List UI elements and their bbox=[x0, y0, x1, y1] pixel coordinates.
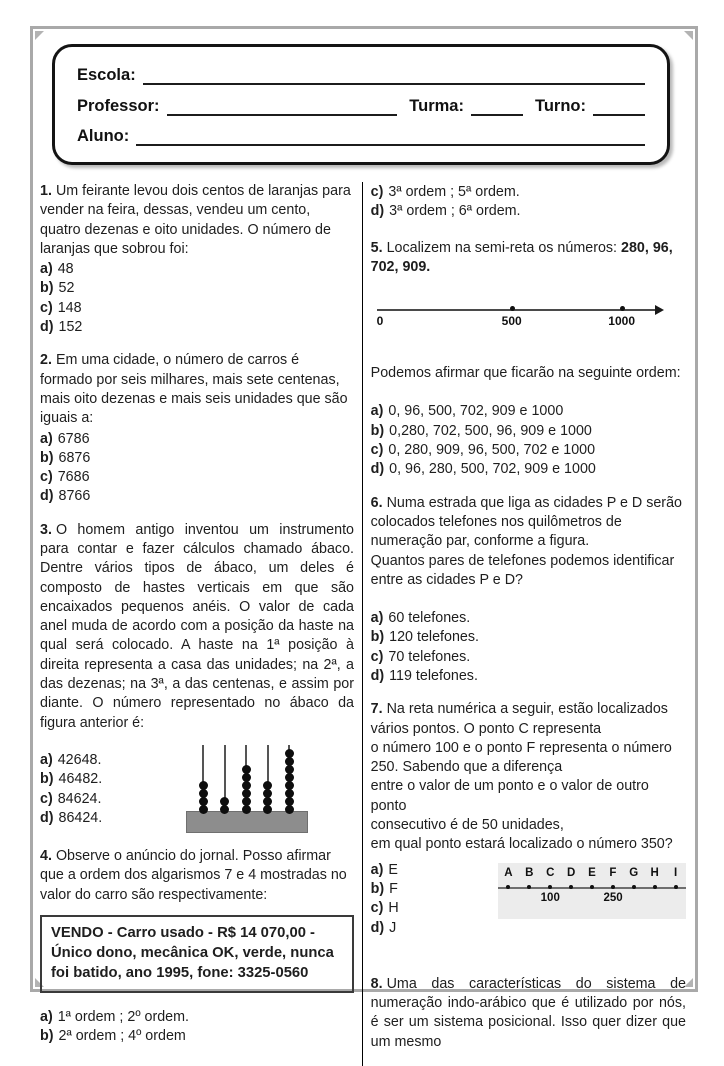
abacus-bead bbox=[242, 789, 251, 798]
numberline-label-500: 500 bbox=[501, 314, 522, 329]
question-number: 2. bbox=[40, 352, 52, 369]
point-letter: I bbox=[673, 866, 678, 879]
numberline-label-1000: 1000 bbox=[608, 314, 636, 329]
question-number: 5. bbox=[370, 239, 383, 256]
aluno-label: Aluno: bbox=[77, 126, 130, 145]
abacus-bead bbox=[285, 781, 294, 790]
answer-option: b) 120 telefones. bbox=[370, 629, 479, 646]
student-info-box bbox=[52, 44, 670, 165]
question-4-answers-cd bbox=[371, 183, 686, 222]
answer-option: c) 70 telefones. bbox=[370, 648, 471, 665]
question-1-options bbox=[40, 260, 354, 337]
column-divider bbox=[362, 182, 363, 1066]
answer-option: d) 119 telefones. bbox=[370, 667, 478, 684]
abacus-bead bbox=[220, 805, 229, 814]
abacus-bead bbox=[242, 773, 251, 782]
abacus-bead bbox=[242, 805, 251, 814]
turno-blank-line bbox=[593, 96, 645, 115]
abacus-bead bbox=[285, 789, 294, 798]
abacus-bead bbox=[263, 789, 272, 798]
answer-option: c) 84624. bbox=[40, 790, 102, 807]
point-dot bbox=[611, 885, 615, 889]
question-7-text bbox=[371, 700, 686, 854]
question-body: O homem antigo inventou um instrumento para contar e fazer cálculos chamado ábaco. Dentre vários tipos de ábaco, um deles é composto de hastes verticais em que são encaixados pequenos anéis. O valor de cada anel muda de acordo com a posição da haste na qual será colocado. A haste na 1ª posição à direita representa a casa das unidades; na 2ª, a das dezenas; na 3ª, a das centenas, e assim por diante. O número representado no ábaco da figura anterior é: bbox=[40, 521, 354, 731]
abacus-bead bbox=[220, 797, 229, 806]
question-number: 7. bbox=[370, 701, 383, 718]
answer-option: a) 0, 96, 500, 702, 909 e 1000 bbox=[370, 403, 564, 420]
numberline-arrow-icon bbox=[655, 305, 664, 315]
point-letter: F bbox=[609, 866, 617, 879]
question-body: Em uma cidade, o número de carros é formado por seis milhares, mais sete centenas, mais oito dezenas e mais seis unidades que são iguais a: bbox=[40, 352, 348, 427]
question-body: Observe o anúncio do jornal. Posso afirmar que a ordem dos algarismos 7 e 4 mostradas no valor do carro são respectivamente: bbox=[40, 847, 347, 903]
question-5 bbox=[371, 239, 686, 480]
frame-corner-icon bbox=[684, 31, 693, 40]
question-1 bbox=[40, 182, 354, 337]
aluno-row bbox=[77, 127, 645, 146]
question-body: Numa estrada que liga as cidades P e D serão colocados telefones nos quilômetros de numeração par, conforme a figura. Quantos pares de telefones podemos identificar entre as cidades P e D? bbox=[370, 494, 682, 588]
escola-row bbox=[77, 66, 645, 85]
question-8 bbox=[371, 975, 686, 1052]
question-4 bbox=[40, 847, 354, 1046]
turma-label: Turma: bbox=[409, 96, 464, 115]
question-8-text bbox=[371, 975, 686, 1052]
answer-option: b) 46482. bbox=[40, 771, 103, 788]
question-body: Uma das características do sistema de numeração indo-arábico que é utilizado por nós, é ser um sistema posicional. Isso quer dizer que um mesmo bbox=[370, 975, 686, 1050]
point-dot bbox=[674, 885, 678, 889]
question-5-text bbox=[371, 239, 686, 278]
answer-option: d) 152 bbox=[40, 319, 83, 336]
abacus-bead bbox=[285, 765, 294, 774]
question-2-options bbox=[40, 430, 354, 507]
two-column-layout bbox=[40, 182, 686, 1066]
question-6-text bbox=[371, 494, 686, 590]
professor-blank-line bbox=[167, 96, 398, 115]
aluno-blank-line bbox=[136, 127, 645, 146]
abacus-bead bbox=[263, 781, 272, 790]
question-3-answers bbox=[40, 737, 354, 833]
abacus-bead bbox=[199, 781, 208, 790]
q5-numberline-figure bbox=[377, 301, 665, 337]
numberline-tick-500 bbox=[510, 306, 515, 311]
point-letter: A bbox=[504, 866, 513, 879]
point-dot bbox=[506, 885, 510, 889]
answer-option: b) 6876 bbox=[40, 449, 91, 466]
answer-option: c) 148 bbox=[40, 299, 82, 316]
point-letter: H bbox=[650, 866, 659, 879]
answer-option: c) 0, 280, 909, 96, 500, 702 e 1000 bbox=[370, 442, 596, 459]
question-7 bbox=[371, 700, 686, 960]
question-5-options bbox=[371, 402, 686, 479]
point-dot bbox=[632, 885, 636, 889]
question-3-text bbox=[40, 521, 354, 733]
escola-blank-line bbox=[143, 66, 645, 85]
abacus-bead bbox=[285, 805, 294, 814]
abacus-bead bbox=[242, 797, 251, 806]
question-3 bbox=[40, 521, 354, 733]
escola-label: Escola: bbox=[77, 66, 136, 85]
numberline-tick-1000 bbox=[620, 306, 625, 311]
answer-option: a) 60 telefones. bbox=[370, 610, 471, 627]
abacus-bead bbox=[199, 789, 208, 798]
answer-option: a) E bbox=[370, 861, 398, 878]
ad-text: VENDO - Carro usado - R$ 14 070,00 - Único dono, mecânica OK, verde, nunca foi batido, ano 1995, fone: 3325-0560 bbox=[51, 924, 334, 981]
point-letter: E bbox=[588, 866, 596, 879]
abacus-bead bbox=[242, 781, 251, 790]
point-dot bbox=[569, 885, 573, 889]
numberline-line bbox=[377, 309, 657, 311]
question-4-options-cd bbox=[371, 183, 686, 222]
abacus-bead bbox=[285, 749, 294, 758]
answer-option: c) 7686 bbox=[40, 469, 90, 486]
abacus-bead bbox=[199, 797, 208, 806]
abacus-bead bbox=[242, 765, 251, 774]
point-dot bbox=[590, 885, 594, 889]
abacus-bead bbox=[263, 805, 272, 814]
answer-option: c) 3ª ordem ; 5ª ordem. bbox=[370, 183, 520, 200]
point-dot bbox=[527, 885, 531, 889]
question-number: 6. bbox=[370, 494, 383, 511]
professor-row bbox=[77, 96, 645, 115]
question-2-text bbox=[40, 351, 354, 428]
question-7-answers bbox=[371, 861, 686, 961]
point-letter: G bbox=[629, 866, 639, 879]
question-1-text bbox=[40, 182, 354, 259]
question-body: Um feirante levou dois centos de laranjas para vender na feira, dessas, vendeu um cento, quatro dezenas e oito unidades. O número de laranjas que sobrou foi: bbox=[40, 182, 351, 257]
question-3-options bbox=[40, 751, 160, 828]
answer-option: a) 48 bbox=[40, 261, 74, 278]
answer-option: b) 52 bbox=[40, 280, 75, 297]
answer-option: b) F bbox=[370, 880, 398, 897]
point-dot bbox=[548, 885, 552, 889]
answer-option: d) 0, 96, 280, 500, 702, 909 e 1000 bbox=[370, 461, 596, 478]
abacus-bead bbox=[263, 797, 272, 806]
answer-option: a) 42648. bbox=[40, 751, 102, 768]
question-number: 3. bbox=[40, 521, 52, 538]
q5-followup-text: Podemos afirmar que ficarão na seguinte ordem: bbox=[370, 365, 681, 382]
question-6-options bbox=[371, 609, 686, 686]
answer-option: b) 0,280, 702, 500, 96, 909 e 1000 bbox=[370, 422, 592, 439]
question-number: 4. bbox=[40, 847, 52, 864]
question-4-options-ab bbox=[40, 1008, 354, 1047]
abacus-base bbox=[186, 811, 308, 833]
answer-option: d) J bbox=[370, 919, 397, 936]
point-dot bbox=[653, 885, 657, 889]
point-letter: C bbox=[546, 866, 555, 879]
q7-label-100: 100 bbox=[540, 891, 560, 904]
question-body: Localizem na semi-reta os números: bbox=[386, 239, 618, 256]
answer-option: d) 86424. bbox=[40, 809, 103, 826]
answer-option: b) 2ª ordem ; 4º ordem bbox=[40, 1028, 186, 1045]
abacus-figure bbox=[186, 741, 308, 833]
left-column bbox=[40, 182, 354, 1066]
point-letter: D bbox=[566, 866, 576, 879]
numberline-label-0: 0 bbox=[376, 314, 384, 329]
worksheet-content bbox=[40, 44, 686, 1066]
question-number: 1. bbox=[40, 182, 52, 199]
professor-label: Professor: bbox=[77, 96, 160, 115]
turma-blank-line bbox=[471, 96, 523, 115]
answer-option: c) H bbox=[370, 900, 399, 917]
right-column bbox=[371, 182, 686, 1066]
q7-label-250: 250 bbox=[603, 891, 623, 904]
point-letter: B bbox=[525, 866, 534, 879]
q7-points-figure bbox=[498, 863, 686, 919]
answer-option: d) 8766 bbox=[40, 488, 91, 505]
turno-label: Turno: bbox=[534, 96, 586, 115]
abacus-bead bbox=[285, 797, 294, 806]
abacus-bead bbox=[285, 773, 294, 782]
answer-option: d) 3ª ordem ; 6ª ordem. bbox=[370, 203, 521, 220]
question-4-text bbox=[40, 847, 354, 905]
abacus-bead bbox=[199, 805, 208, 814]
abacus-bead bbox=[285, 757, 294, 766]
newspaper-ad-box bbox=[40, 915, 354, 993]
question-6 bbox=[371, 494, 686, 687]
question-numbers-bold: 280, 96, 702, 909. bbox=[370, 239, 673, 275]
answer-option: a) 1ª ordem ; 2º ordem. bbox=[40, 1008, 190, 1025]
answer-option: a) 6786 bbox=[40, 430, 90, 447]
question-number: 8. bbox=[370, 975, 383, 992]
question-body: Na reta numérica a seguir, estão localizados vários pontos. O ponto C representa o número 100 e o ponto F representa o número 250. Sabendo que a diferença entre o valor de um ponto e o valor de outro ponto consecutivo é de 50 unidades, em qual ponto estará localizado o número 350? bbox=[370, 701, 673, 853]
frame-corner-icon bbox=[35, 31, 44, 40]
question-2 bbox=[40, 351, 354, 506]
